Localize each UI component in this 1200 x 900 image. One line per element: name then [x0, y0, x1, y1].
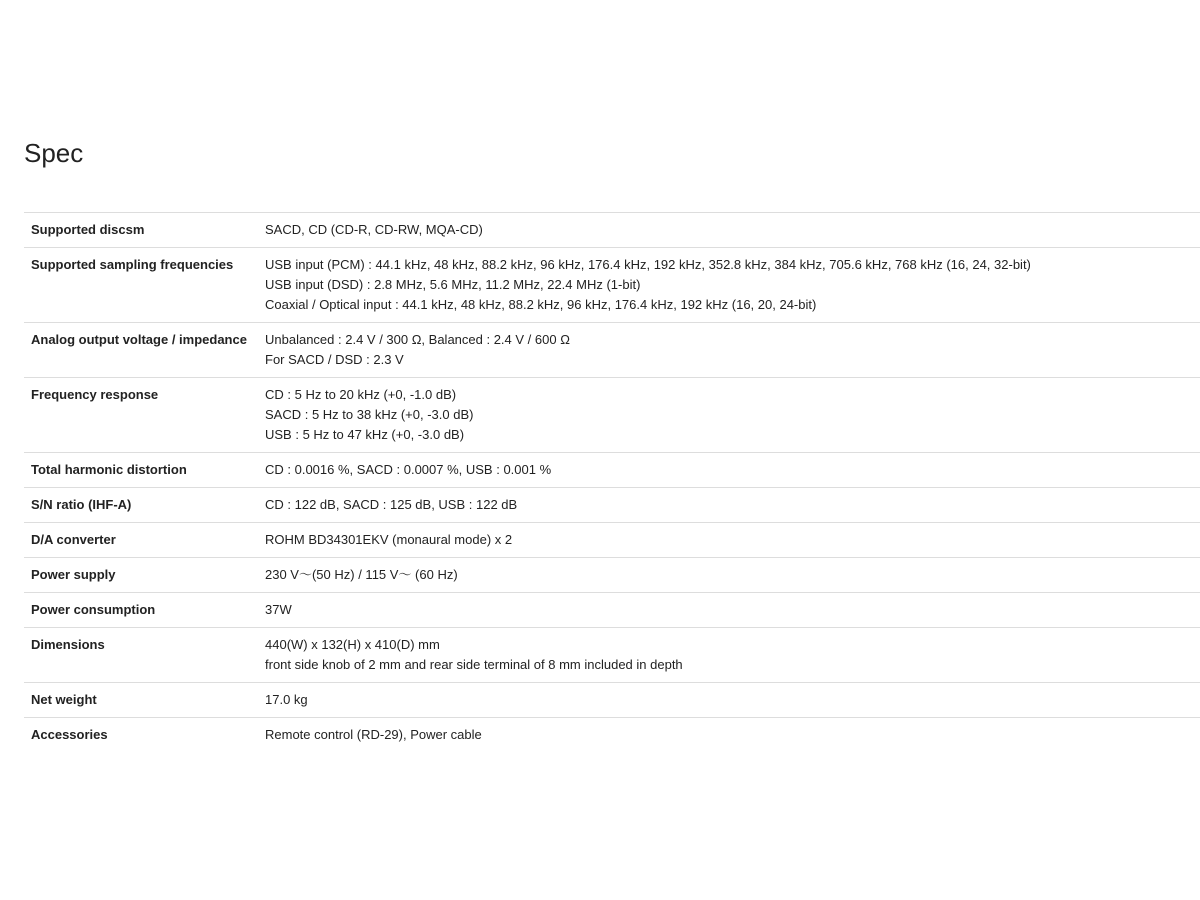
- spec-label: S/N ratio (IHF-A): [31, 497, 132, 512]
- spec-value: [265, 323, 1200, 378]
- spec-label: Supported sampling frequencies: [31, 257, 234, 272]
- spec-value-line: 17.0 kg: [265, 692, 308, 707]
- spec-row-accessories: [24, 718, 1200, 753]
- spec-value-line: Unbalanced : 2.4 V / 300 Ω, Balanced : 2.4 V / 600 Ω: [265, 332, 570, 347]
- spec-label: Total harmonic distortion: [31, 462, 187, 477]
- spec-value: [265, 593, 1200, 628]
- spec-value-line: 230 V〜(50 Hz) / 115 V〜 (60 Hz): [265, 567, 458, 582]
- spec-value-line: 440(W) x 132(H) x 410(D) mm: [265, 637, 440, 652]
- spec-value-line: SACD, CD (CD-R, CD-RW, MQA-CD): [265, 222, 483, 237]
- spec-table: [24, 212, 1200, 752]
- spec-value-line: For SACD / DSD : 2.3 V: [265, 352, 404, 367]
- spec-row-da-converter: [24, 523, 1200, 558]
- spec-row-power-supply: [24, 558, 1200, 593]
- spec-value: [265, 683, 1200, 718]
- spec-row-sn-ratio: [24, 488, 1200, 523]
- spec-value: [265, 248, 1200, 323]
- spec-label: Supported discsm: [31, 222, 145, 237]
- spec-value: [265, 378, 1200, 453]
- spec-label: Accessories: [31, 727, 108, 742]
- spec-row-supported-discs: [24, 213, 1200, 248]
- spec-row-dimensions: [24, 628, 1200, 683]
- spec-row-thd: [24, 453, 1200, 488]
- spec-label: Frequency response: [31, 387, 159, 402]
- spec-label: Power consumption: [31, 602, 156, 617]
- spec-value: [265, 718, 1200, 753]
- spec-row-analog-output: [24, 323, 1200, 378]
- spec-value: [265, 453, 1200, 488]
- spec-label: Dimensions: [31, 637, 105, 652]
- spec-value-line: SACD : 5 Hz to 38 kHz (+0, -3.0 dB): [265, 407, 474, 422]
- spec-row-sampling-frequencies: [24, 248, 1200, 323]
- spec-label: Net weight: [31, 692, 97, 707]
- spec-label: Analog output voltage / impedance: [31, 332, 247, 347]
- spec-label: D/A converter: [31, 532, 116, 547]
- spec-value-line: USB : 5 Hz to 47 kHz (+0, -3.0 dB): [265, 427, 465, 442]
- spec-value-line: USB input (DSD) : 2.8 MHz, 5.6 MHz, 11.2 MHz, 22.4 MHz (1-bit): [265, 277, 641, 292]
- spec-value: [265, 213, 1200, 248]
- spec-value: [265, 488, 1200, 523]
- spec-label: Power supply: [31, 567, 116, 582]
- spec-value: [265, 628, 1200, 683]
- spec-value-line: CD : 5 Hz to 20 kHz (+0, -1.0 dB): [265, 387, 457, 402]
- spec-value-line: Coaxial / Optical input : 44.1 kHz, 48 kHz, 88.2 kHz, 96 kHz, 176.4 kHz, 192 kHz (16, 20, 24-bit): [265, 297, 817, 312]
- spec-row-net-weight: [24, 683, 1200, 718]
- spec-value: [265, 523, 1200, 558]
- spec-value-line: 37W: [265, 602, 292, 617]
- spec-row-power-consumption: [24, 593, 1200, 628]
- page-title: Spec: [24, 138, 84, 168]
- spec-value-line: CD : 0.0016 %, SACD : 0.0007 %, USB : 0.001 %: [265, 462, 552, 477]
- spec-value-line: CD : 122 dB, SACD : 125 dB, USB : 122 dB: [265, 497, 518, 512]
- spec-value-line: ROHM BD34301EKV (monaural mode) x 2: [265, 532, 513, 547]
- spec-row-frequency-response: [24, 378, 1200, 453]
- spec-value-line: USB input (PCM) : 44.1 kHz, 48 kHz, 88.2 kHz, 96 kHz, 176.4 kHz, 192 kHz, 352.8 kHz, 384 kHz, 705.6 kHz, 768 kHz (16, 24, 32-bit): [265, 257, 1031, 272]
- spec-value-line: front side knob of 2 mm and rear side terminal of 8 mm included in depth: [265, 657, 683, 672]
- spec-value-line: Remote control (RD-29), Power cable: [265, 727, 482, 742]
- spec-value: [265, 558, 1200, 593]
